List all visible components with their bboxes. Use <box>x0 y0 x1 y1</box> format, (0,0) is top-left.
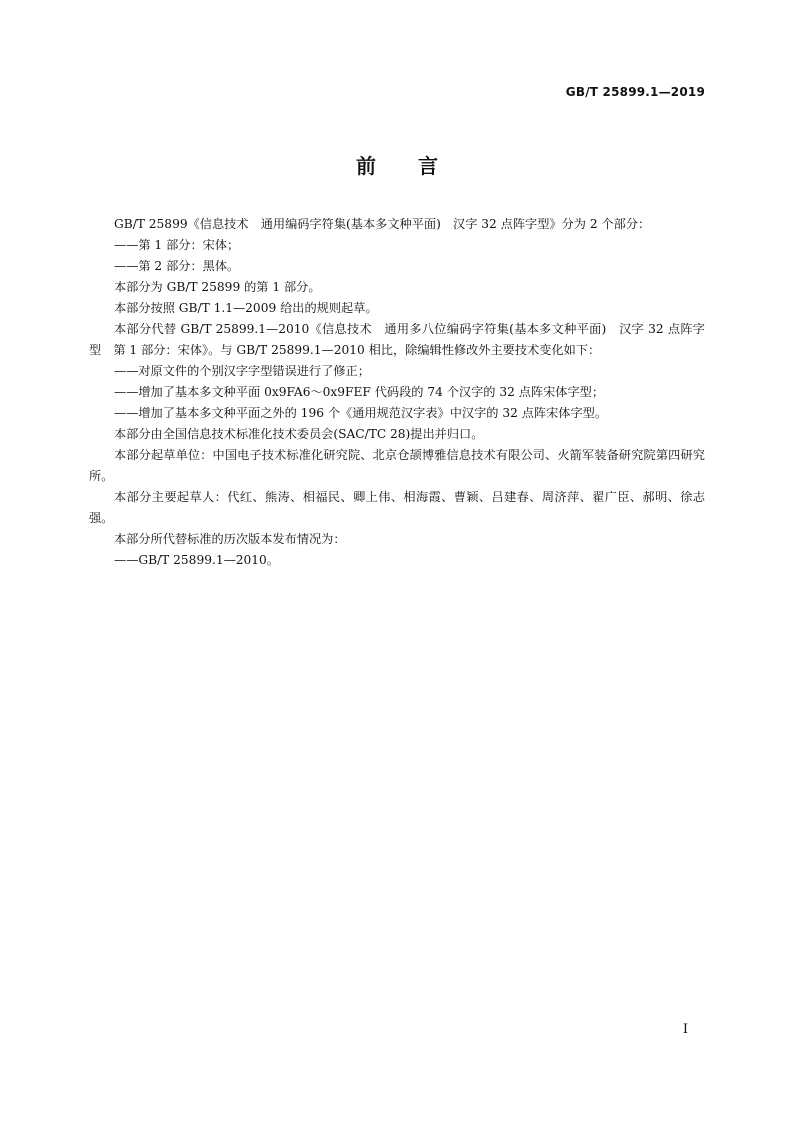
list-item-history1: ——GB/T 25899.1—2010。 <box>114 553 279 567</box>
paragraph-intro: GB/T 25899《信息技术 通用编码字符集(基本多文种平面) 汉字 32 点阵字型》分为 2 个部分： <box>114 217 651 231</box>
foreword-body <box>89 214 705 571</box>
page-title: 前言 <box>356 154 480 178</box>
paragraph-committee: 本部分由全国信息技术标准化技术委员会(SAC/TC 28)提出并归口。 <box>114 427 484 441</box>
standard-number: GB/T 25899.1—2019 <box>565 85 705 99</box>
paragraph-drafters: 本部分主要起草人：代红、熊涛、相福民、卿上伟、相海霞、曹颖、吕建春、周济萍、翟广臣、郝明、徐志强。 <box>89 490 705 525</box>
paragraph-drafting-rules: 本部分按照 GB/T 1.1—2009 给出的规则起草。 <box>114 301 378 315</box>
list-item-part1: ——第 1 部分：宋体； <box>114 238 240 252</box>
list-item-change1: ——对原文件的个别汉字字型错误进行了修正； <box>114 364 370 378</box>
paragraph-drafting-units: 本部分起草单位：中国电子技术标准化研究院、北京仓颉博雅信息技术有限公司、火箭军装备研究院第四研究所。 <box>89 448 705 483</box>
page-number: I <box>682 1022 688 1037</box>
paragraph-history: 本部分所代替标准的历次版本发布情况为： <box>114 532 346 546</box>
paragraph-replacement: 本部分代替 GB/T 25899.1—2010《信息技术 通用多八位编码字符集(基本多文种平面) 汉字 32 点阵字型 第 1 部分：宋体》。与 GB/T 25899.1—2010 相比，除编辑性修改外主要技术变化如下： <box>89 322 705 357</box>
list-item-change3: ——增加了基本多文种平面之外的 196 个《通用规范汉字表》中汉字的 32 点阵宋体字型。 <box>114 406 608 420</box>
list-item-change2: ——增加了基本多文种平面 0x9FA6～0x9FEF 代码段的 74 个汉字的 32 点阵宋体字型； <box>114 385 605 399</box>
paragraph-part-statement: 本部分为 GB/T 25899 的第 1 部分。 <box>114 280 321 294</box>
list-item-part2: ——第 2 部分：黑体。 <box>114 259 240 273</box>
